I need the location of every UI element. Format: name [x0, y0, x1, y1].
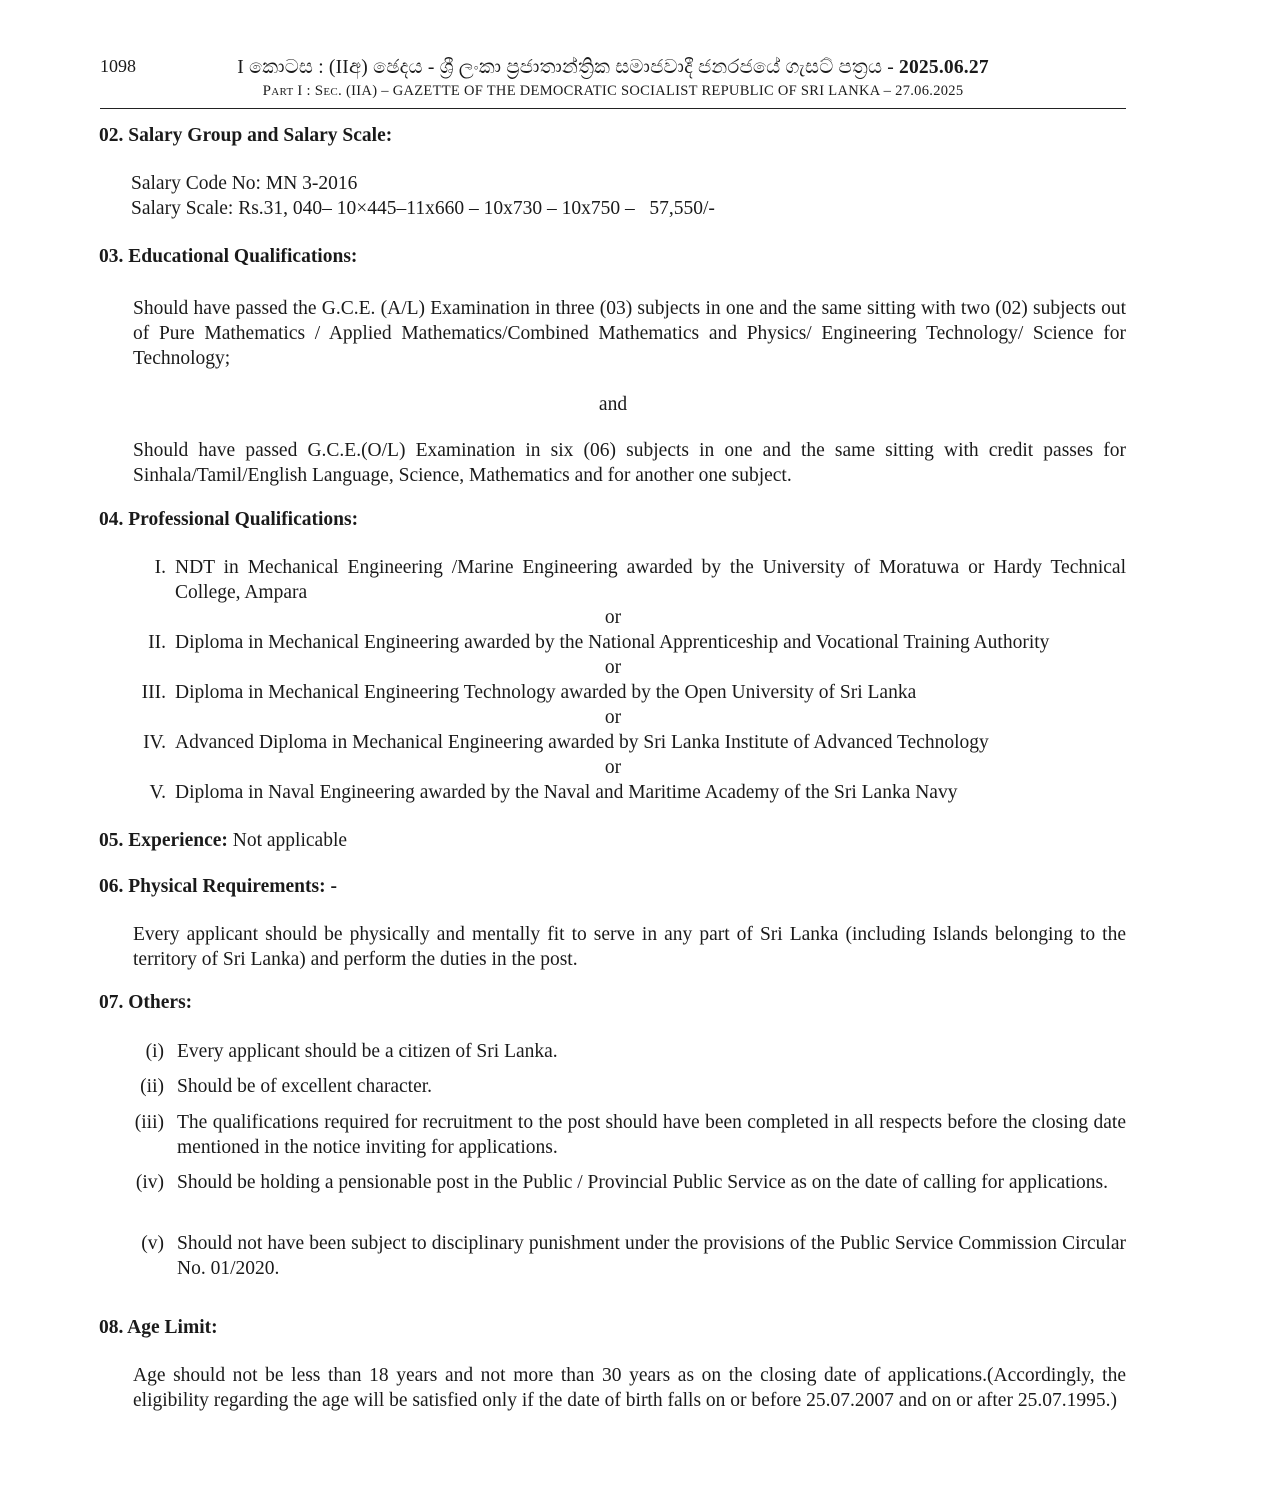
list-item-text: Every applicant should be a citizen of Sri Lanka.	[177, 1041, 558, 1062]
education-para-al: Should have passed the G.C.E. (A/L) Examination in three (03) subjects in one and the same sitting with two (02) subjects out of Pure Mathematics / Applied Mathematics/Combined Mathematics and Physics/ Engineering Technology/ Science for Technology;	[133, 298, 1126, 369]
age-heading	[99, 1317, 218, 1339]
age-number: 08	[99, 1317, 119, 1338]
list-item-number: (v)	[141, 1233, 164, 1254]
experience-row	[99, 830, 347, 852]
header-divider	[100, 108, 1126, 109]
or-separator: or	[604, 707, 622, 728]
list-item-text: Diploma in Naval Engineering awarded by the Naval and Maritime Academy of the Sri Lanka Navy	[175, 782, 958, 803]
education-and: and	[598, 394, 628, 415]
list-item-number: (iv)	[135, 1172, 164, 1193]
sinhala-date: 2025.06.27	[899, 57, 989, 78]
part-label: Part	[262, 83, 294, 99]
list-item-number: I.	[154, 557, 166, 578]
list-item-text: Should be of excellent character.	[177, 1076, 433, 1097]
experience-heading: 05. Experience:	[99, 830, 228, 851]
sinhala-title: I කොටස : (IIඅ) ඡෙදය - ශ්‍රී ලංකා ප්‍රජාතාන්ත්‍රික සමාජවාදී ජනරජයේ ගැසට් පත්‍රය -	[237, 57, 894, 78]
physical-heading	[99, 876, 337, 898]
list-item-text: Should be holding a pensionable post in the Public / Provincial Public Service as on the date of calling for applications.	[177, 1172, 1108, 1193]
age-heading-text: . Age Limit:	[118, 1317, 218, 1338]
experience-value: Not applicable	[232, 830, 348, 851]
or-separator: or	[604, 607, 622, 628]
list-item-number: (ii)	[140, 1076, 164, 1097]
others-heading-text: . Others:	[118, 992, 193, 1013]
age-text: Age should not be less than 18 years and not more than 30 years as on the closing date of applications.(Accordingly, the eligibility regarding the age will be satisfied only if the date of birth falls on or before 25.07.2007 and on or after 25.07.1995.)	[133, 1365, 1126, 1411]
or-separator: or	[604, 757, 622, 778]
professional-heading: 04. Professional Qualifications:	[99, 509, 359, 530]
sec-label: Sec.	[314, 83, 343, 99]
list-item-text: The qualifications required for recruitment to the post should have been completed in all respects before the closing date mentioned in the notice inviting for applications.	[177, 1112, 1126, 1158]
salary-scale: Salary Scale: Rs.31, 040– 10×445–11x660 – 10x730 – 10x750 – 57,550/-	[131, 198, 715, 219]
salary-code: Salary Code No: MN 3-2016	[131, 173, 358, 194]
physical-text: Every applicant should be physically and mentally fit to serve in any part of Sri Lanka (including Islands belonging to the territory of Sri Lanka) and perform the duties in the post.	[133, 924, 1126, 970]
list-item-text: Advanced Diploma in Mechanical Engineering awarded by Sri Lanka Institute of Advanced Technology	[175, 732, 989, 753]
page-number: 1098	[100, 56, 136, 76]
part-roman: I :	[297, 83, 311, 99]
english-title: (IIA) – GAZETTE OF THE DEMOCRATIC SOCIALIST REPUBLIC OF SRI LANKA – 27.06.2025	[346, 83, 964, 99]
list-item-number: V.	[149, 782, 166, 803]
list-item-number: (i)	[145, 1041, 164, 1062]
salary-heading: 02. Salary Group and Salary Scale:	[99, 125, 393, 146]
list-item-text: Should not have been subject to disciplinary punishment under the provisions of the Public Service Commission Circular No. 01/2020.	[177, 1233, 1126, 1279]
education-para-ol: Should have passed G.C.E.(O/L) Examination in six (06) subjects in one and the same sitting with credit passes for Sinhala/Tamil/English Language, Science, Mathematics and for another one subject.	[133, 440, 1126, 486]
english-header	[100, 83, 1126, 100]
physical-heading-text: . Physical Requirements: -	[118, 876, 337, 897]
or-separator: or	[604, 657, 622, 678]
education-heading: 03. Educational Qualifications:	[99, 246, 358, 267]
list-item-text: Diploma in Mechanical Engineering Technology awarded by the Open University of Sri Lanka	[175, 682, 917, 703]
physical-number: 06	[99, 876, 119, 897]
list-item-text: NDT in Mechanical Engineering /Marine Engineering awarded by the University of Moratuwa or Hardy Technical College, Ampara	[175, 557, 1126, 603]
others-heading	[99, 992, 192, 1014]
list-item-number: II.	[148, 632, 166, 653]
list-item-number: IV.	[143, 732, 166, 753]
list-item-number: III.	[141, 682, 166, 703]
list-item-number: (iii)	[134, 1112, 164, 1133]
others-number: 07	[99, 992, 119, 1013]
sinhala-header	[100, 56, 1126, 79]
list-item-text: Diploma in Mechanical Engineering awarded by the National Apprenticeship and Vocational Training Authority	[175, 632, 1050, 653]
